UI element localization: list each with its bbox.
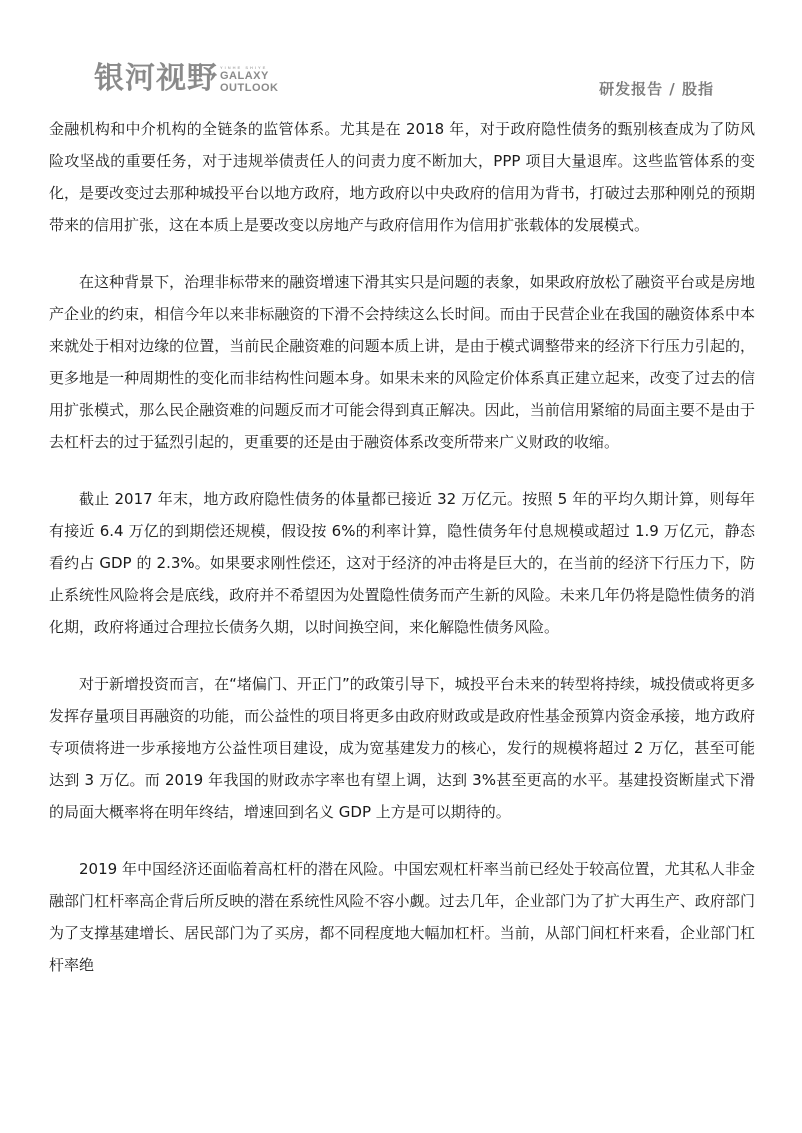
logo-english-line1: GALAXY (220, 70, 269, 82)
logo-english-block (220, 65, 279, 94)
paragraph: 2019 年中国经济还面临着高杠杆的潜在风险。中国宏观杠杆率当前已经处于较高位置，尤其私人非金融部门杠杆率高企背后所反映的潜在系统性风险不容小觑。过去几年，企业部门为了扩大再生产、政府部门为了支撑基建增长、居民部门为了买房，都不同程度地大幅加杠杆。当前，从部门间杠杆来看，企业部门杠杆率绝 (49, 860, 755, 974)
galaxy-outlook-logo (94, 62, 279, 96)
logo-chinese-text: 银河视野 (94, 61, 218, 96)
paragraph: 截止 2017 年末，地方政府隐性债务的体量都已接近 32 万亿元。按照 5 年的平均久期计算，则每年有接近 6.4 万亿的到期偿还规模，假设按 6%的利率计算，隐性债务年付息规模或超过 1.9 万亿元，静态看约占 GDP 的 2.3%。如果要求刚性偿还，这对于经济的冲击将是巨大的，在当前的经济下行压力下，防止系统性风险将会是底线，政府并不希望因为处置隐性债务而产生新的风险。未来几年仍将是隐性债务的消化期，政府将通过合理拉长债务久期，以时间换空间，来化解隐性债务风险。 (49, 490, 755, 636)
paragraph: 金融机构和中介机构的全链条的监管体系。尤其是在 2018 年，对于政府隐性债务的甄别核查成为了防风险攻坚战的重要任务，对于违规举债责任人的问责力度不断加大，PPP 项目大量退库。这些监管体系的变化，是要改变过去那种城投平台以地方政府，地方政府以中央政府的信用为背书，打破过去那种刚兑的预期带来的信用扩张，这在本质上是要改变以房地产与政府信用作为信用扩张载体的发展模式。 (49, 120, 755, 234)
page-header (0, 0, 802, 110)
section-label: 研发报告 / 股指 (599, 80, 714, 98)
paragraph: 对于新增投资而言，在“堵偏门、开正门”的政策引导下，城投平台未来的转型将持续，城投债或将更多发挥存量项目再融资的功能，而公益性的项目将更多由政府财政或是政府性基金预算内资金承接，地方政府专项债将进一步承接地方公益性项目建设，成为宽基建发力的核心，发行的规模将超过 2 万亿，甚至可能达到 3 万亿。而 2019 年我国的财政赤字率也有望上调，达到 3%甚至更高的水平。基建投资断崖式下滑的局面大概率将在明年终结，增速回到名义 GDP 上方是可以期待的。 (49, 675, 755, 821)
document-body (49, 113, 755, 1006)
logo-english-line2: OUTLOOK (220, 82, 279, 94)
logo-tiny-text: YINHE SHIYE (220, 65, 268, 70)
paragraph: 在这种背景下，治理非标带来的融资增速下滑其实只是问题的表象，如果政府放松了融资平台或是房地产企业的约束，相信今年以来非标融资的下滑不会持续这么长时间。而由于民营企业在我国的融资体系中本来就处于相对边缘的位置，当前民企融资难的问题本质上讲，是由于模式调整带来的经济下行压力引起的，更多地是一种周期性的变化而非结构性问题本身。如果未来的风险定价体系真正建立起来，改变了过去的信用扩张模式，那么民企融资难的问题反而才可能会得到真正解决。因此，当前信用紧缩的局面主要不是由于去杠杆去的过于猛烈引起的，更重要的还是由于融资体系改变所带来广义财政的收缩。 (49, 273, 755, 451)
